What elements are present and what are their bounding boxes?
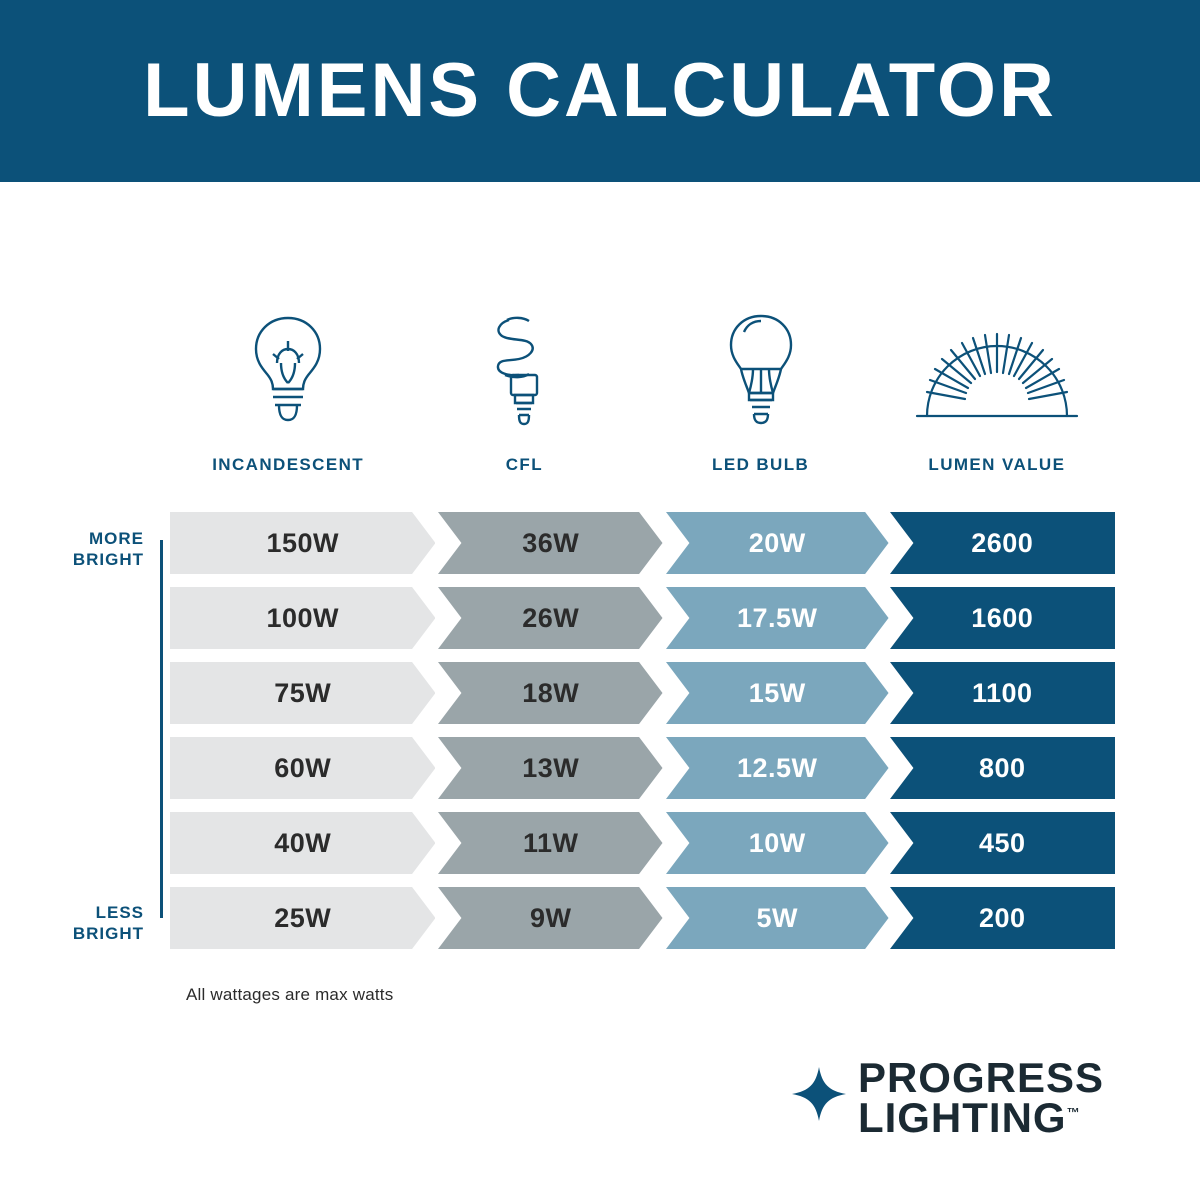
progress-star-icon <box>790 1065 848 1128</box>
axis-label-less-bright <box>52 902 144 945</box>
cell-value: 60W <box>274 752 332 783</box>
cell-cfl <box>438 887 663 949</box>
column-label: LUMEN VALUE <box>928 455 1066 474</box>
column-cfl <box>406 290 642 475</box>
header-banner <box>0 0 1200 182</box>
led-bulb-icon <box>706 308 816 433</box>
logo-line-lighting <box>857 1094 1104 1142</box>
column-lumen-value <box>879 290 1115 475</box>
cell-led <box>666 887 889 949</box>
cell-value: 18W <box>522 677 580 708</box>
sunburst-icon <box>907 308 1087 433</box>
cell-cfl <box>438 512 663 574</box>
table-row <box>170 587 1115 649</box>
logo-line-progress: PROGRESS <box>857 1054 1104 1102</box>
cell-value: 15W <box>748 677 806 708</box>
cell-value: 200 <box>978 902 1026 933</box>
table-row <box>170 737 1115 799</box>
axis-less-line2: BRIGHT <box>72 923 144 943</box>
cell-value: 13W <box>522 752 580 783</box>
brand-logo <box>790 1054 1104 1142</box>
axis-less-line1: LESS <box>95 902 144 922</box>
cell-value: 40W <box>274 827 332 858</box>
cell-incandescent <box>170 662 435 724</box>
cell-value: 9W <box>529 902 572 933</box>
axis-label-more-bright <box>52 528 144 571</box>
cell-cfl <box>438 587 663 649</box>
cell-incandescent <box>170 737 435 799</box>
cell-cfl <box>438 662 663 724</box>
table-row <box>170 662 1115 724</box>
cell-value: 5W <box>756 902 798 933</box>
cell-incandescent <box>170 812 435 874</box>
brightness-axis <box>62 512 162 952</box>
cell-led <box>666 512 889 574</box>
cell-value: 25W <box>274 902 332 933</box>
table-row <box>170 812 1115 874</box>
cell-value: 150W <box>266 527 340 558</box>
cell-value: 26W <box>522 602 580 633</box>
logo-wordmark <box>857 1054 1104 1142</box>
comparison-table <box>170 512 1115 962</box>
axis-line <box>160 540 163 918</box>
cell-value: 1600 <box>971 602 1034 633</box>
cell-value: 1100 <box>971 677 1033 708</box>
table-row <box>170 887 1115 949</box>
table-row <box>170 512 1115 574</box>
cell-led <box>666 587 889 649</box>
column-label: CFL <box>505 455 543 474</box>
cell-lumen-value <box>890 512 1115 574</box>
column-label: LED BULB <box>712 455 810 474</box>
page-title: LUMENS CALCULATOR <box>143 48 1057 133</box>
cell-lumen-value <box>890 812 1115 874</box>
footnote: All wattages are max watts <box>186 985 394 1004</box>
column-header-row <box>170 290 1115 475</box>
cell-value: 20W <box>748 527 806 558</box>
cell-value: 36W <box>522 527 580 558</box>
cell-led <box>666 662 889 724</box>
cell-lumen-value <box>890 887 1115 949</box>
cell-value: 450 <box>978 827 1026 858</box>
cell-value: 75W <box>274 677 332 708</box>
cell-value: 17.5W <box>736 602 818 633</box>
cell-led <box>666 812 889 874</box>
cell-incandescent <box>170 587 435 649</box>
cell-incandescent <box>170 887 435 949</box>
trademark-symbol: ™ <box>1066 1105 1081 1121</box>
cell-lumen-value <box>890 737 1115 799</box>
cell-led <box>666 737 889 799</box>
cell-cfl <box>438 737 663 799</box>
cell-lumen-value <box>890 587 1115 649</box>
column-label: INCANDESCENT <box>212 455 365 474</box>
logo-lighting-text: LIGHTING <box>857 1094 1067 1142</box>
column-incandescent <box>170 290 406 475</box>
column-led <box>643 290 879 475</box>
incandescent-bulb-icon <box>233 308 343 433</box>
cell-value: 2600 <box>971 527 1034 558</box>
cfl-bulb-icon <box>469 308 579 433</box>
cell-cfl <box>438 812 663 874</box>
cell-incandescent <box>170 512 435 574</box>
cell-value: 10W <box>748 827 806 858</box>
cell-value: 100W <box>266 602 340 633</box>
axis-more-line2: BRIGHT <box>72 550 144 570</box>
cell-value: 800 <box>978 752 1026 783</box>
cell-value: 11W <box>522 827 579 858</box>
cell-value: 12.5W <box>736 752 818 783</box>
axis-more-line1: MORE <box>89 529 144 548</box>
cell-lumen-value <box>890 662 1115 724</box>
